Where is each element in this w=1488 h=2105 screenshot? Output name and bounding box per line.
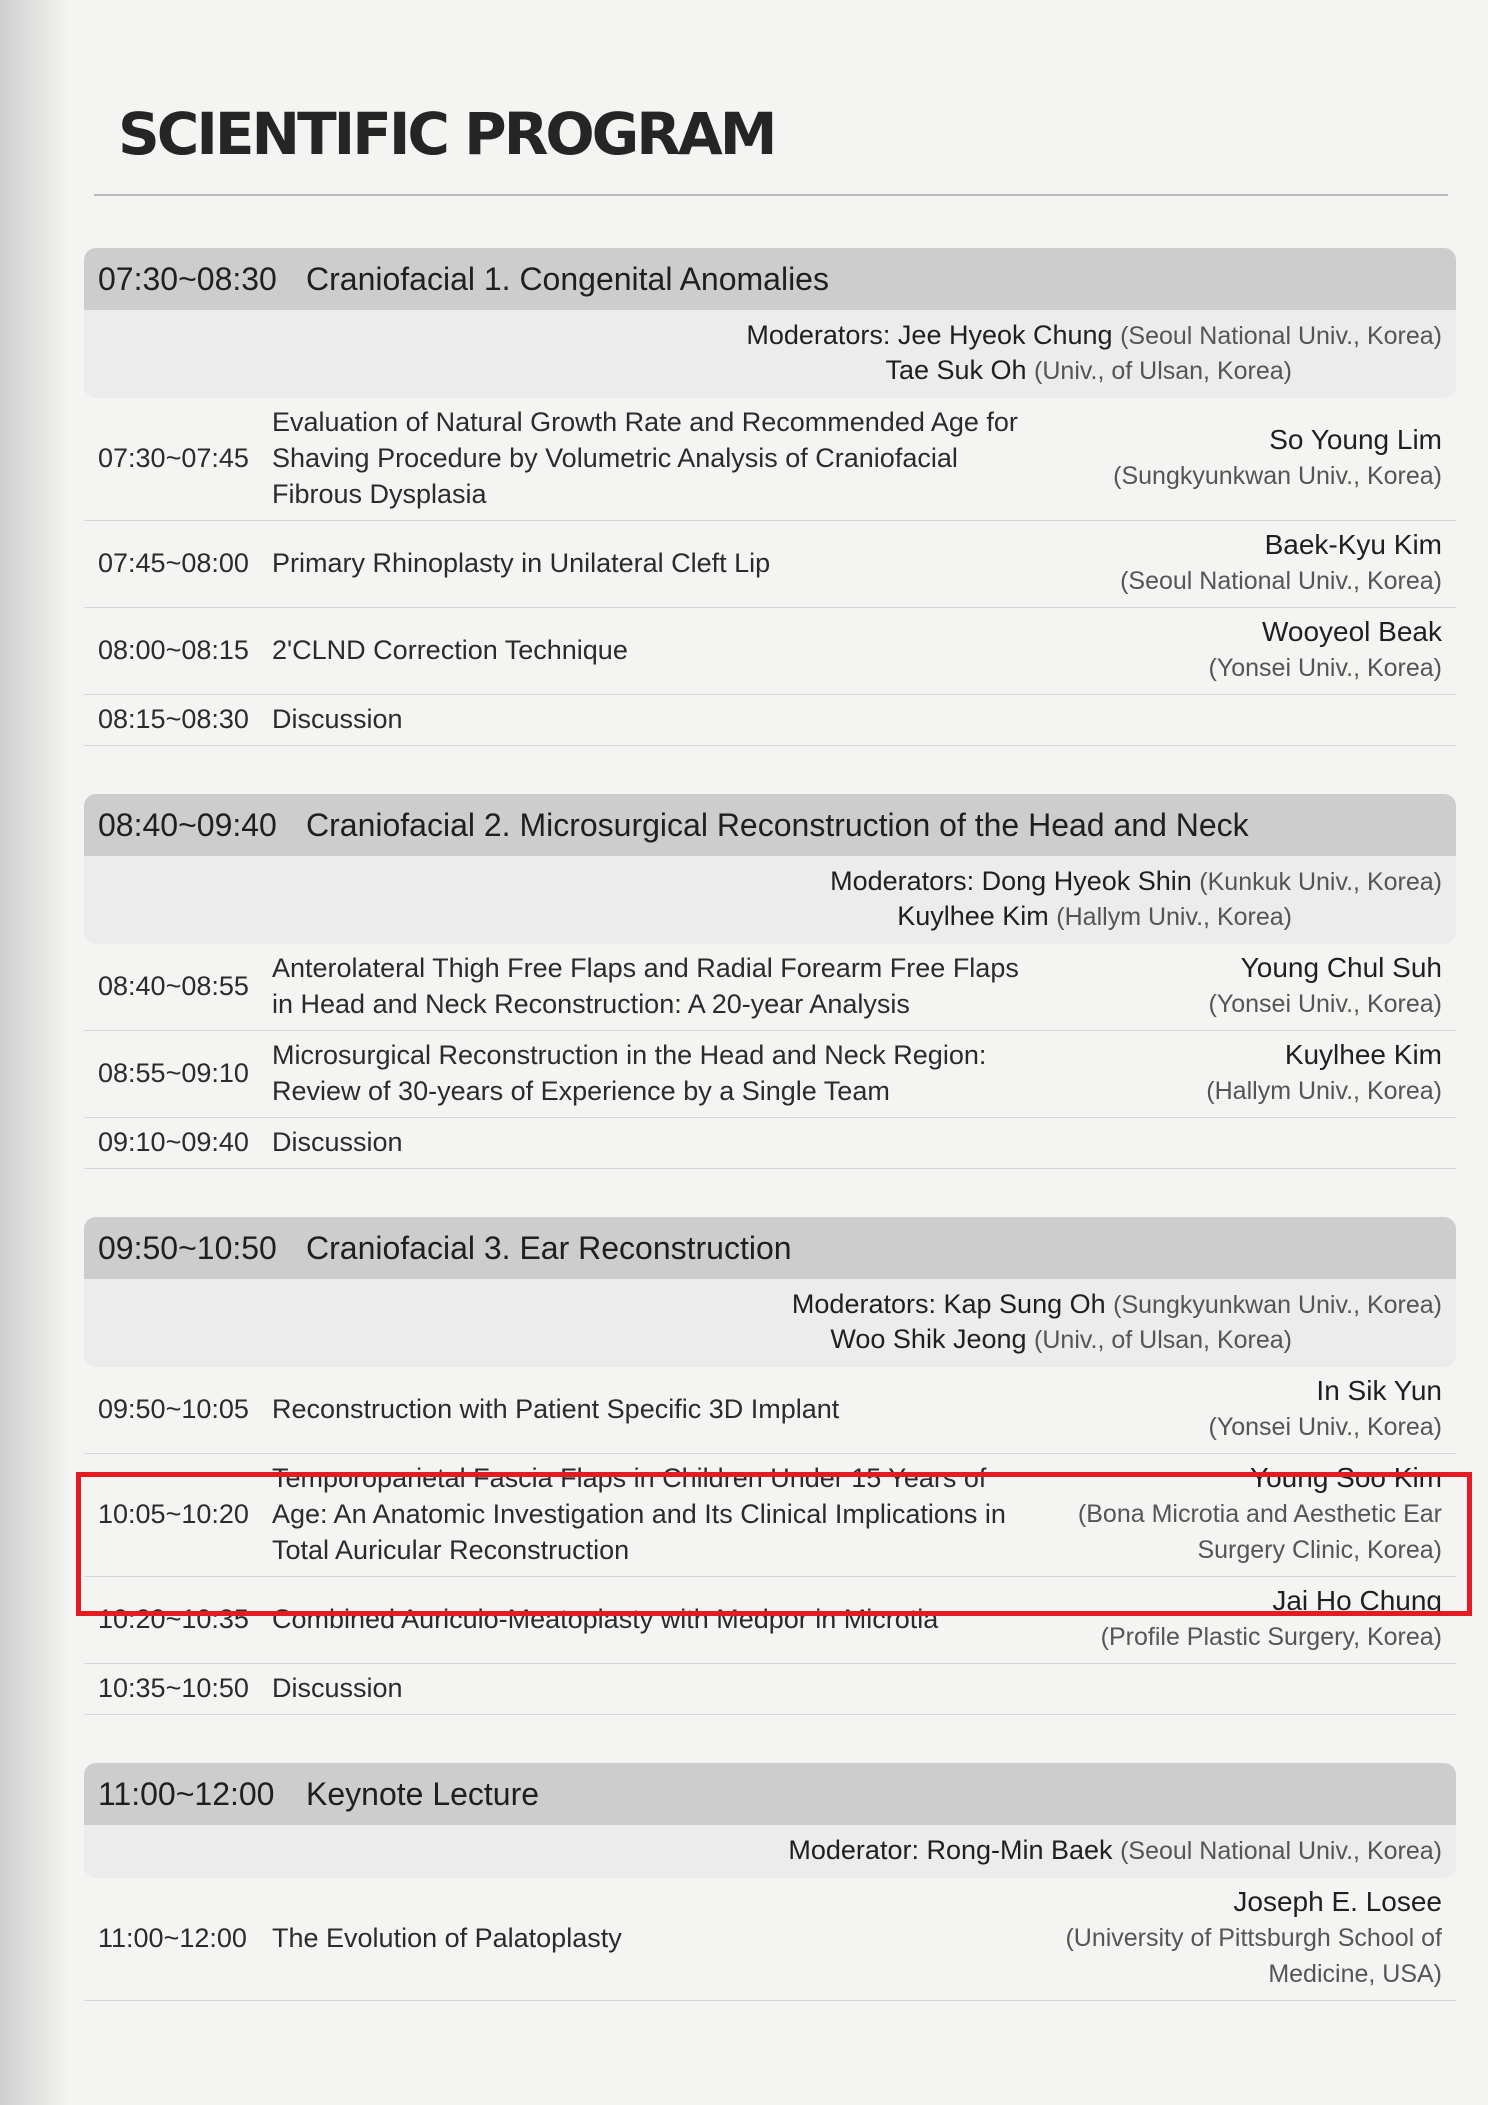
speaker-affiliation: (Yonsei Univ., Korea) bbox=[1208, 1413, 1442, 1441]
session-time: 07:30~08:30 bbox=[98, 260, 277, 297]
speaker-name: Wooyeol Beak bbox=[1261, 616, 1442, 647]
talk-row bbox=[84, 944, 1456, 1031]
talk-title: Microsurgical Reconstruction in the Head and Neck Region: Review of 30-years of Experience by a Single Team bbox=[272, 1040, 987, 1106]
moderator-label: Moderator: bbox=[788, 1835, 919, 1865]
moderator-line bbox=[98, 318, 1442, 353]
session-time: 09:50~10:50 bbox=[98, 1229, 277, 1266]
moderator-line bbox=[98, 1287, 1442, 1322]
talk-title: Discussion bbox=[272, 704, 403, 734]
talk-time: 10:35~10:50 bbox=[98, 1673, 249, 1703]
talk-row bbox=[84, 521, 1456, 608]
talk-title: Temporoparietal Fascia Flaps in Children Under 15 Years of Age: An Anatomic Investigation and Its Clinical Implications in Total Auricular Reconstruction bbox=[272, 1463, 1006, 1565]
talk-row bbox=[84, 1664, 1456, 1715]
talk-speaker bbox=[1062, 1037, 1442, 1109]
talk-speaker bbox=[1062, 422, 1442, 494]
talk-row bbox=[84, 608, 1456, 695]
page-edge-shadow bbox=[0, 0, 70, 2105]
page-title: SCIENTIFIC PROGRAM bbox=[118, 100, 775, 168]
speaker-affiliation: (University of Pittsburgh School of Medicine, USA) bbox=[1065, 1924, 1442, 1988]
session-time: 11:00~12:00 bbox=[98, 1775, 275, 1812]
speaker-affiliation: (Profile Plastic Surgery, Korea) bbox=[1100, 1623, 1442, 1651]
speaker-affiliation: (Bona Microtia and Aesthetic Ear Surgery Clinic, Korea) bbox=[1077, 1500, 1442, 1564]
moderator-name: Woo Shik Jeong bbox=[830, 1324, 1027, 1354]
session-header bbox=[84, 1217, 1456, 1279]
talk-title: Discussion bbox=[272, 1127, 403, 1157]
session-title: Craniofacial 1. Congenital Anomalies bbox=[306, 260, 829, 297]
moderator-line bbox=[98, 864, 1442, 899]
moderator-affiliation: (Hallym Univ., Korea) bbox=[1056, 903, 1292, 931]
speaker-name: In Sik Yun bbox=[1316, 1375, 1442, 1406]
talk-row bbox=[84, 695, 1456, 746]
moderator-label: Moderators: bbox=[830, 866, 975, 896]
talk-title: Evaluation of Natural Growth Rate and Recommended Age for Shaving Procedure by Volumetric Analysis of Craniofacial Fibrous Dysplasia bbox=[272, 407, 1018, 509]
talk-time: 08:55~09:10 bbox=[98, 1058, 249, 1088]
moderators-panel bbox=[84, 856, 1456, 944]
speaker-name: Joseph E. Losee bbox=[1233, 1886, 1442, 1917]
talk-row bbox=[84, 1878, 1456, 2001]
session-time: 08:40~09:40 bbox=[98, 806, 277, 843]
talk-time: 10:20~10:35 bbox=[98, 1604, 249, 1634]
session-title: Craniofacial 2. Microsurgical Reconstruction of the Head and Neck bbox=[306, 806, 1249, 843]
talk-speaker bbox=[1062, 1884, 1442, 1992]
moderator-affiliation: (Seoul National Univ., Korea) bbox=[1120, 1837, 1442, 1865]
speaker-name: Kuylhee Kim bbox=[1284, 1039, 1442, 1070]
talk-title: Discussion bbox=[272, 1673, 403, 1703]
talk-speaker bbox=[1062, 1373, 1442, 1445]
talk-speaker bbox=[1062, 950, 1442, 1022]
moderator-label: Moderators: bbox=[746, 320, 891, 350]
moderator-line bbox=[98, 899, 1442, 934]
moderator-line bbox=[98, 1833, 1442, 1868]
talk-row bbox=[84, 398, 1456, 521]
talk-speaker bbox=[1062, 527, 1442, 599]
moderator-name: Tae Suk Oh bbox=[885, 355, 1027, 385]
moderator-affiliation: (Univ., of Ulsan, Korea) bbox=[1034, 1326, 1292, 1354]
talk-time: 07:45~08:00 bbox=[98, 548, 249, 578]
moderator-name: Kuylhee Kim bbox=[897, 901, 1049, 931]
moderator-name: Kap Sung Oh bbox=[943, 1289, 1106, 1319]
session-header bbox=[84, 794, 1456, 856]
talk-time: 09:50~10:05 bbox=[98, 1394, 249, 1424]
highlight-box bbox=[76, 1472, 1472, 1616]
moderators-panel bbox=[84, 1279, 1456, 1367]
speaker-name: Young Chul Suh bbox=[1240, 952, 1442, 983]
moderators-panel bbox=[84, 310, 1456, 398]
moderators-panel bbox=[84, 1825, 1456, 1878]
moderator-name: Dong Hyeok Shin bbox=[981, 866, 1192, 896]
speaker-name: Jai Ho Chung bbox=[1272, 1585, 1442, 1616]
session-block bbox=[84, 794, 1456, 1169]
talk-title: Primary Rhinoplasty in Unilateral Cleft Lip bbox=[272, 548, 771, 578]
talk-title: The Evolution of Palatoplasty bbox=[272, 1923, 622, 1953]
session-title: Keynote Lecture bbox=[306, 1775, 540, 1812]
talk-time: 08:15~08:30 bbox=[98, 704, 249, 734]
page-header bbox=[118, 100, 1448, 168]
moderator-name: Rong-Min Baek bbox=[926, 1835, 1113, 1865]
moderator-affiliation: (Seoul National Univ., Korea) bbox=[1120, 322, 1442, 350]
moderator-label: Moderators: bbox=[791, 1289, 936, 1319]
talk-time: 11:00~12:00 bbox=[98, 1923, 247, 1953]
talk-speaker bbox=[1062, 614, 1442, 686]
speaker-affiliation: (Sungkyunkwan Univ., Korea) bbox=[1113, 462, 1442, 490]
talk-time: 09:10~09:40 bbox=[98, 1127, 249, 1157]
session-header bbox=[84, 248, 1456, 310]
moderator-affiliation: (Kunkuk Univ., Korea) bbox=[1199, 868, 1442, 896]
talk-time: 08:00~08:15 bbox=[98, 635, 249, 665]
session-block bbox=[84, 1217, 1456, 1715]
talk-time: 08:40~08:55 bbox=[98, 971, 249, 1001]
program-schedule bbox=[84, 248, 1456, 2049]
moderator-line bbox=[98, 353, 1442, 388]
talk-row bbox=[84, 1031, 1456, 1118]
header-divider bbox=[94, 194, 1448, 196]
session-header bbox=[84, 1763, 1456, 1825]
speaker-affiliation: (Hallym Univ., Korea) bbox=[1206, 1077, 1442, 1105]
moderator-line bbox=[98, 1322, 1442, 1357]
talk-title: Combined Auriculo-Meatoplasty with Medpor in Microtia bbox=[272, 1604, 939, 1634]
speaker-name: So Young Lim bbox=[1269, 424, 1442, 455]
speaker-affiliation: (Seoul National Univ., Korea) bbox=[1120, 567, 1442, 595]
talk-row bbox=[84, 1367, 1456, 1454]
talk-time: 10:05~10:20 bbox=[98, 1499, 249, 1529]
speaker-affiliation: (Yonsei Univ., Korea) bbox=[1208, 654, 1442, 682]
session-title: Craniofacial 3. Ear Reconstruction bbox=[306, 1229, 792, 1266]
talk-title: Anterolateral Thigh Free Flaps and Radial Forearm Free Flaps in Head and Neck Reconstruction: A 20-year Analysis bbox=[272, 953, 1019, 1019]
talk-time: 07:30~07:45 bbox=[98, 443, 249, 473]
session-block bbox=[84, 248, 1456, 746]
speaker-affiliation: (Yonsei Univ., Korea) bbox=[1208, 990, 1442, 1018]
session-block bbox=[84, 1763, 1456, 2001]
speaker-name: Young Soo Kim bbox=[1250, 1462, 1442, 1493]
moderator-affiliation: (Univ., of Ulsan, Korea) bbox=[1034, 357, 1292, 385]
moderator-affiliation: (Sungkyunkwan Univ., Korea) bbox=[1113, 1291, 1442, 1319]
speaker-name: Baek-Kyu Kim bbox=[1264, 529, 1442, 560]
talk-title: 2'CLND Correction Technique bbox=[272, 635, 628, 665]
moderator-name: Jee Hyeok Chung bbox=[897, 320, 1113, 350]
talk-title: Reconstruction with Patient Specific 3D Implant bbox=[272, 1394, 840, 1424]
talk-row bbox=[84, 1118, 1456, 1169]
